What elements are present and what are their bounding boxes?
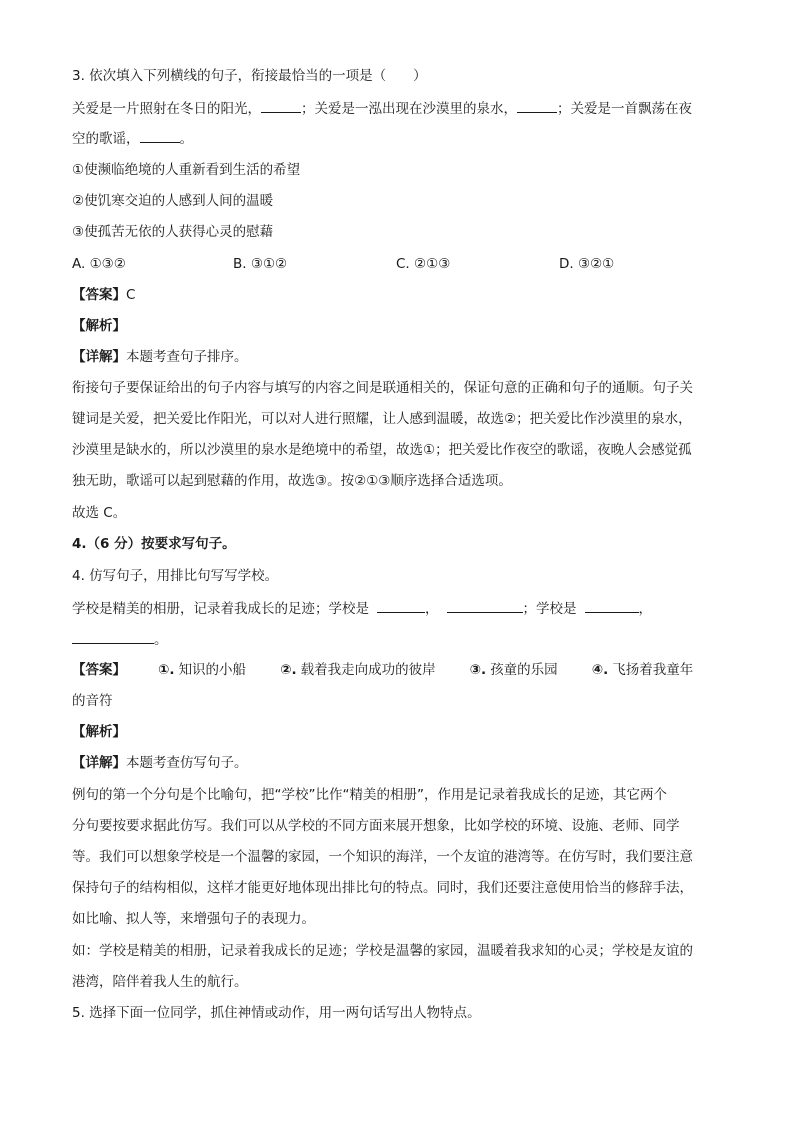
q3-item-3: ③使孤苦无依的人获得心灵的慰藉	[72, 224, 274, 240]
q4-analysis-tag	[72, 722, 126, 742]
q3-option-a[interactable]: A. ①③②	[72, 256, 126, 272]
q4-answer-cont: 的音符	[72, 693, 113, 709]
q4-explain-line: 保持句子的结构相似，这样才能更好地体现出排比句的特点。同时，我们还要注意使用恰当的修辞手法，	[72, 880, 693, 896]
q3-explain-line: 独无助，歌谣可以起到慰藉的作用，故选③。按②①③顺序选择合适选项。	[72, 473, 512, 489]
detail-text: 本题考查仿写句子。	[126, 755, 248, 771]
q4-explain-line: 等。我们可以想象学校是一个温馨的家园，一个知识的海洋，一个友谊的港湾等。在仿写时，我们要注意	[72, 849, 693, 865]
q4-answer	[72, 660, 693, 680]
q4-example-line: 港湾，陪伴着我人生的航行。	[72, 974, 248, 990]
q3-sentence-line1	[72, 98, 692, 119]
answer-item-3: ③. 孩童的乐园	[469, 662, 558, 678]
fill-blank[interactable]	[72, 629, 154, 644]
q3-option-c[interactable]: C. ②①③	[396, 256, 451, 272]
q4-text: 学校是精美的相册，记录着我成长的足迹；学校是	[72, 601, 369, 617]
q3-explain-line: 键词是关爱，把关爱比作阳光，可以对人进行照耀，让人感到温暖，故选②；把关爱比作沙漠里的泉水，	[72, 411, 692, 427]
q5-stem: 5. 选择下面一位同学，抓住神情或动作，用一两句话写出人物特点。	[72, 1005, 481, 1021]
q4-explain-line: 如比喻、拟人等，来增强句子的表现力。	[72, 911, 315, 927]
q4-sentence-line2	[72, 629, 168, 650]
q3-item-1: ①使濒临绝境的人重新看到生活的希望	[72, 162, 301, 178]
fill-blank[interactable]	[261, 98, 301, 113]
q3-sentence-line2	[72, 128, 193, 149]
q4-text: ，	[425, 601, 439, 617]
q3-explain-line: 沙漠里是缺水的，所以沙漠里的泉水是绝境中的希望，故选①；把关爱比作夜空的歌谣，夜晚人会感觉孤	[72, 442, 692, 458]
q3-detail	[72, 347, 248, 367]
answer-item-4: ④. 飞扬着我童年	[591, 662, 694, 678]
detail-text: 本题考查句子排序。	[126, 349, 248, 365]
q3-option-b[interactable]: B. ③①②	[233, 256, 288, 272]
q4-heading: 4.（6 分）按要求写句子。	[72, 536, 236, 552]
q4-detail	[72, 753, 248, 773]
q3-item-2: ②使饥寒交迫的人感到人间的温暖	[72, 193, 274, 209]
q3-text: ；关爱是一首飘荡在夜	[557, 101, 692, 117]
q4-example-line: 如：学校是精美的相册，记录着我成长的足迹；学校是温馨的家园，温暖着我求知的心灵；学校是友谊的	[72, 943, 693, 959]
answer-item-1: ①. 知识的小船	[158, 662, 247, 678]
q3-analysis-tag	[72, 316, 126, 336]
q3-text: 关爱是一片照射在冬日的阳光，	[72, 101, 261, 117]
analysis-tag: 【解析】	[72, 318, 126, 334]
q3-conclusion: 故选 C。	[72, 505, 127, 521]
fill-blank[interactable]	[517, 98, 557, 113]
analysis-tag: 【解析】	[72, 724, 126, 740]
q3-stem: 3. 依次填入下列横线的句子，衔接最恰当的一项是（ ）	[72, 68, 427, 84]
detail-tag: 【详解】	[72, 755, 126, 771]
q3-explain-line: 衔接句子要保证给出的句子内容与填写的内容之间是联通相关的，保证句意的正确和句子的通顺。句子关	[72, 380, 693, 396]
q3-answer	[72, 285, 135, 305]
q4-text: ，	[638, 601, 652, 617]
fill-blank[interactable]	[377, 598, 425, 613]
q3-text: 空的歌谣，	[72, 131, 140, 147]
fill-blank[interactable]	[140, 128, 180, 143]
q4-sentence-line1	[72, 598, 652, 619]
q4-text: 。	[154, 632, 168, 648]
q3-option-d[interactable]: D. ③②①	[559, 256, 615, 272]
q4-text: ；学校是	[522, 601, 577, 617]
detail-tag: 【详解】	[72, 349, 126, 365]
answer-tag: 【答案】	[72, 662, 126, 678]
q4-stem: 4. 仿写句子，用排比句写写学校。	[72, 568, 279, 584]
fill-blank[interactable]	[447, 598, 523, 613]
q3-text: 。	[179, 131, 193, 147]
q3-text: ；关爱是一泓出现在沙漠里的泉水，	[301, 101, 517, 117]
q4-explain-line: 分句要按要求据此仿写。我们可以从学校的不同方面来展开想象，比如学校的环境、设施、老师、同学	[72, 818, 680, 834]
fill-blank[interactable]	[585, 598, 639, 613]
q4-explain-line: 例句的第一个分句是个比喻句，把“学校”比作“精美的相册”，作用是记录着我成长的足迹，其它两个	[72, 787, 667, 803]
answer-tag: 【答案】	[72, 287, 126, 303]
answer-value: C	[126, 287, 136, 303]
answer-item-2: ②. 载着我走向成功的彼岸	[280, 662, 436, 678]
